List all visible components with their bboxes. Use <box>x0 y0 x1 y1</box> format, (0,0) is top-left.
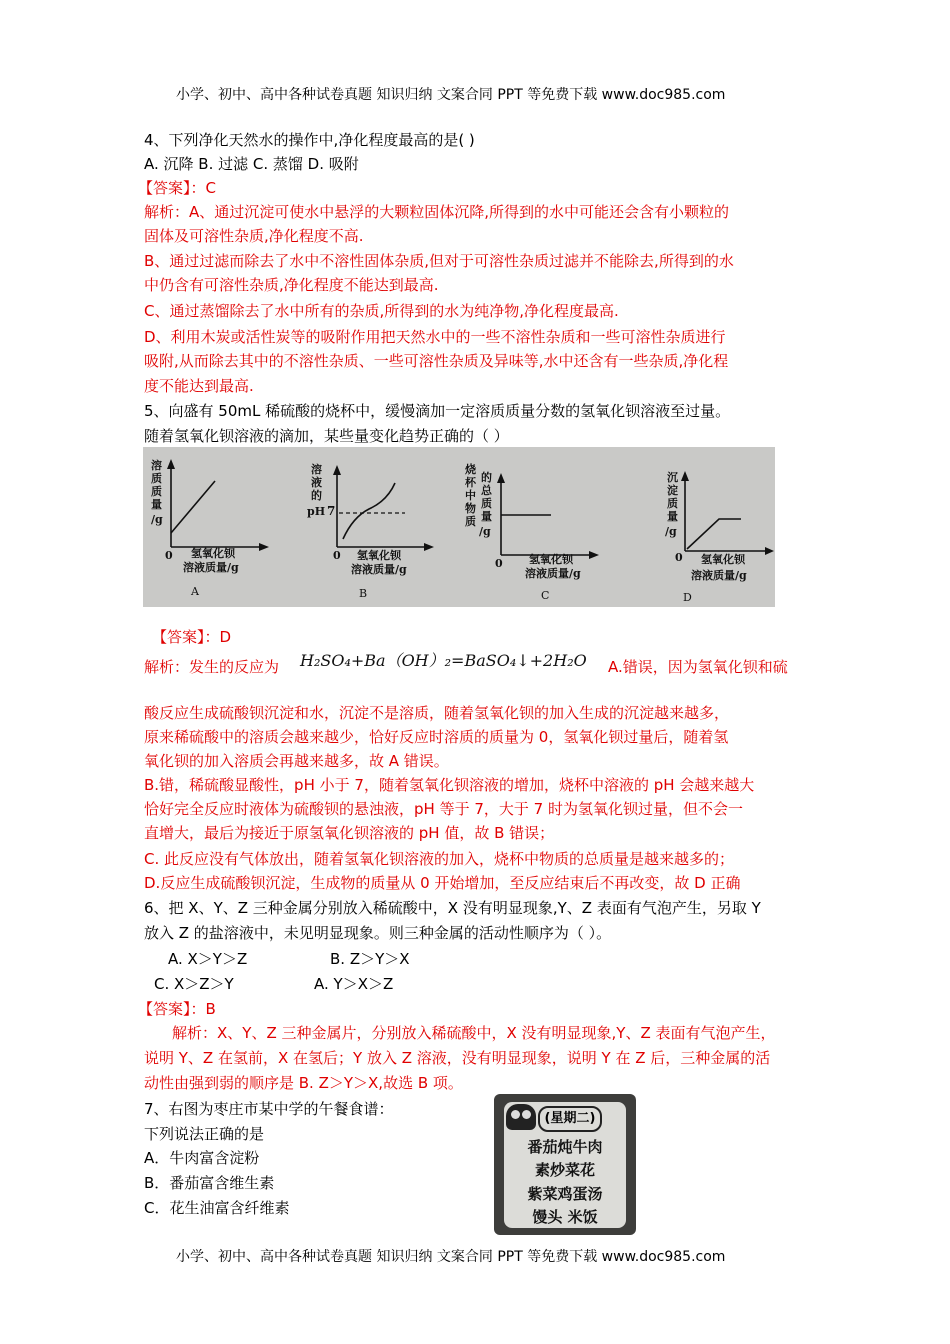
graph-d <box>665 470 774 604</box>
graph-a-xlabel: 氢氧化钡 <box>191 547 235 560</box>
owl-icon <box>506 1104 536 1130</box>
menu-day: (星期二) <box>538 1106 602 1132</box>
lunch-menu-photo <box>494 1094 636 1235</box>
graph-d-ylabel: 质 <box>667 497 678 510</box>
q6-analysis-line: 说明 Y、Z 在氢前，X 在氢后；Y 放入 Z 溶液，没有明显现象，说明 Y 在 Z 后，三种金属的活 <box>144 1049 771 1067</box>
page-footer: 小学、初中、高中各种试卷真题 知识归纳 文案合同 PPT 等免费下载 www.doc985.com <box>176 1249 726 1265</box>
q4-analysis-line: 度不能达到最高. <box>144 377 254 395</box>
graph-c-tag: C <box>541 589 550 602</box>
q4-analysis-line: B、通过过滤而除去了水中不溶性固体杂质,但对于可溶性杂质过滤并不能除去,所得到的水 <box>144 252 734 270</box>
q7-option-c: C．花生油富含纤维素 <box>144 1199 290 1217</box>
menu-item: 番茄炖牛肉 <box>527 1138 603 1156</box>
graph-d-ylabel: 量 <box>667 510 678 523</box>
menu-card <box>504 1102 626 1228</box>
graph-b <box>307 462 434 600</box>
graph-b-seven: 7 <box>327 504 336 518</box>
q5-analysis-line: 酸反应生成硫酸钡沉淀和水，沉淀不是溶质，随着氢氧化钡的加入生成的沉淀越来越多， <box>144 704 730 722</box>
q5-analysis-line: 原来稀硫酸中的溶质会越来越少，恰好反应时溶质的质量为 0，氢氧化钡过量后，随着氢 <box>144 728 729 746</box>
graph-b-ylabel: 的 <box>311 489 322 502</box>
q7-sub: 下列说法正确的是 <box>144 1125 265 1143</box>
graph-a-ylabel: 质 <box>151 472 162 485</box>
graph-c-ylabel: 总 <box>481 484 492 497</box>
q5-analysis-line: D.反应生成硫酸钡沉淀，生成物的质量从 0 开始增加，至反应结束后不再改变，故 D 正确 <box>144 874 741 892</box>
q6-option-c: C. X＞Z＞Y <box>154 975 234 993</box>
graph-c-ylabel: 量 <box>481 510 492 523</box>
graph-c-ylabel: 物 <box>465 502 476 515</box>
q6-stem: 6、把 X、Y、Z 三种金属分别放入稀硫酸中，X 没有明显现象,Y、Z 表面有气泡产生，另取 Y <box>144 899 761 917</box>
q4-analysis-line: D、利用木炭或活性炭等的吸附作用把天然水中的一些不溶性杂质和一些可溶性杂质进行 <box>144 328 726 346</box>
q5-analysis-suffix: A.错误，因为氢氧化钡和硫 <box>608 658 788 676</box>
graph-c-ylabel: 杯 <box>465 476 476 489</box>
q4-analysis-line: 固体及可溶性杂质,净化程度不高. <box>144 227 364 245</box>
q4-stem: 4、下列净化天然水的操作中,净化程度最高的是( ) <box>144 131 475 149</box>
q7-stem: 7、右图为枣庄市某中学的午餐食谱： <box>144 1100 394 1118</box>
graph-c-xlabel: 氢氧化钡 <box>529 553 573 566</box>
graph-c-ylabel: /g <box>479 525 491 538</box>
graph-b-ylabel: 溶 <box>311 463 322 476</box>
graph-a-origin: 0 <box>165 549 173 562</box>
graph-b-ylabel: pH <box>307 505 326 518</box>
q4-answer: 【答案】：C <box>138 179 216 197</box>
graph-d-ylabel: /g <box>665 525 677 538</box>
menu-item: 素炒菜花 <box>534 1161 595 1179</box>
q4-analysis-line: 解析：A、通过沉淀可使水中悬浮的大颗粒固体沉降,所得到的水中可能还会含有小颗粒的 <box>144 203 730 221</box>
q6-analysis-line: 解析：X、Y、Z 三种金属片，分别放入稀硫酸中，X 没有明显现象,Y、Z 表面有气泡产生， <box>172 1024 776 1042</box>
q5-analysis-line: B.错，稀硫酸显酸性，pH 小于 7，随着氢氧化钡溶液的增加，烧杯中溶液的 pH 会越来越大 <box>144 776 755 794</box>
q5-analysis-line: 直增大，最后为接近于原氢氧化钡溶液的 pH 值，故 B 错误； <box>144 824 555 842</box>
graph-d-xlabel: 氢氧化钡 <box>701 553 745 566</box>
graph-a-tag: A <box>191 585 199 598</box>
graph-b-xlabel: 溶液质量/g <box>351 563 407 576</box>
q4-analysis-line: 吸附,从而除去其中的不溶性杂质、一些可溶性杂质及异味等,水中还含有一些杂质,净化程 <box>144 352 729 370</box>
menu-item: 紫菜鸡蛋汤 <box>527 1185 603 1203</box>
q5-analysis-line: 恰好完全反应时液体为硫酸钡的悬浊液，pH 等于 7，大于 7 时为氢氧化钡过量，但不会一 <box>144 800 743 818</box>
q4-analysis-line: C、通过蒸馏除去了水中所有的杂质,所得到的水为纯净物,净化程度最高. <box>144 302 619 320</box>
graph-d-ylabel: 淀 <box>667 484 678 497</box>
graph-a-ylabel: /g <box>151 513 163 526</box>
graph-b-tag: B <box>359 587 368 600</box>
q7-option-a: A．牛肉富含淀粉 <box>144 1149 260 1167</box>
q6-option-a: A. X＞Y＞Z <box>168 950 248 968</box>
graph-d-xlabel: 溶液质量/g <box>691 569 747 582</box>
q5-answer: 【答案】：D <box>152 628 232 646</box>
q5-stem: 5、向盛有 50mL 稀硫酸的烧杯中，缓慢滴加一定溶质质量分数的氢氧化钡溶液至过量。 <box>144 402 731 420</box>
graph-c-ylabel: 的 <box>481 471 492 484</box>
menu-item: 馒头 米饭 <box>532 1208 598 1226</box>
q5-analysis-line: 氧化钡的加入溶质会再越来越多，故 A 错误。 <box>144 752 449 770</box>
graph-c-xlabel: 溶液质量/g <box>525 567 581 580</box>
graph-d-ylabel: 沉 <box>667 471 678 484</box>
graph-c-ylabel: 质 <box>481 497 492 510</box>
graph-a-ylabel: 溶 <box>151 459 162 472</box>
graph-b-origin: 0 <box>333 549 341 562</box>
graph-c-ylabel: 中 <box>465 489 476 502</box>
graph-c-origin: 0 <box>495 557 503 570</box>
q4-options: A. 沉降 B. 过滤 C. 蒸馏 D. 吸附 <box>144 155 359 173</box>
q4-analysis-line: 中仍含有可溶性杂质,净化程度不能达到最高. <box>144 276 439 294</box>
graph-d-origin: 0 <box>675 551 683 564</box>
graph-a-xlabel: 溶液质量/g <box>183 561 239 574</box>
graph-a-ylabel: 质 <box>151 485 162 498</box>
q5-analysis-line: C. 此反应没有气体放出，随着氢氧化钡溶液的加入，烧杯中物质的总质量是越来越多的； <box>144 850 735 868</box>
graph-c-ylabel: 烧 <box>465 463 476 476</box>
graph-c-ylabel: 质 <box>465 515 476 528</box>
q6-option-b: B. Z＞Y＞X <box>330 950 410 968</box>
graph-b-xlabel: 氢氧化钡 <box>357 549 401 562</box>
q5-stem: 随着氢氧化钡溶液的滴加，某些量变化趋势正确的（ ） <box>144 427 509 445</box>
graph-a <box>151 458 269 598</box>
q5-analysis-prefix: 解析：发生的反应为 <box>144 658 280 676</box>
page-header: 小学、初中、高中各种试卷真题 知识归纳 文案合同 PPT 等免费下载 www.doc985.com <box>176 87 726 103</box>
q6-option-d: A. Y＞X＞Z <box>314 975 394 993</box>
q6-answer: 【答案】：B <box>138 1000 216 1018</box>
q7-option-b: B．番茄富含维生素 <box>144 1174 275 1192</box>
q5-equation: H₂SO₄+Ba（OH）₂=BaSO₄↓+2H₂O <box>300 651 587 670</box>
graph-d-tag: D <box>683 591 692 604</box>
graph-a-ylabel: 量 <box>151 498 162 511</box>
q5-graph-figure <box>143 447 775 607</box>
q6-stem: 放入 Z 的盐溶液中，未见明显现象。则三种金属的活动性顺序为（ ）。 <box>144 924 612 942</box>
q6-analysis-line: 动性由强到弱的顺序是 B. Z＞Y＞X,故选 B 项。 <box>144 1074 463 1092</box>
graph-b-ylabel: 液 <box>311 476 322 489</box>
graph-c <box>464 462 599 602</box>
